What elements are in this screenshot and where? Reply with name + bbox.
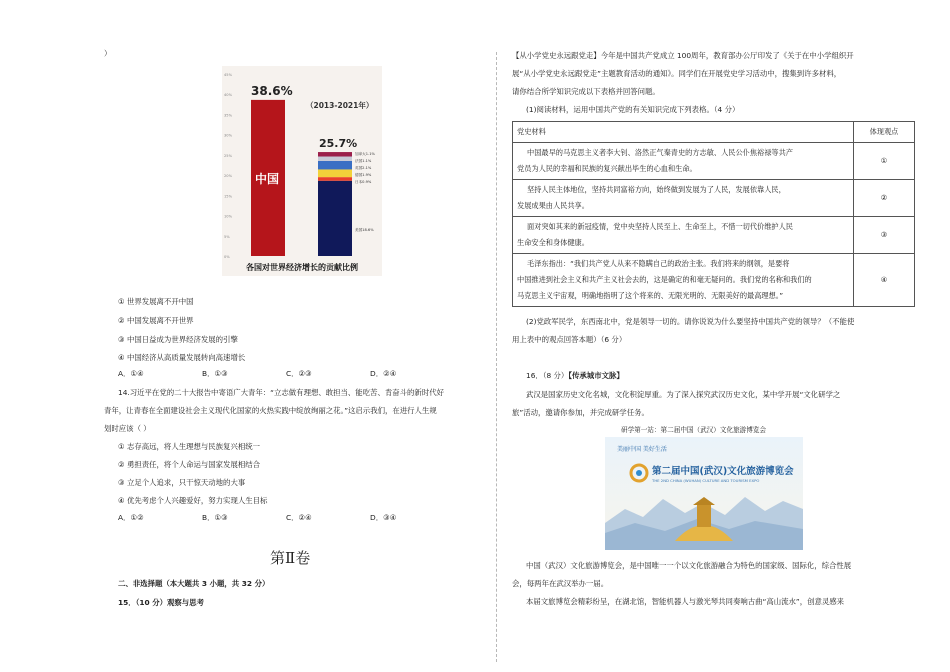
q14-stem-line3: 划时应该（ ） <box>104 424 151 433</box>
row-text: 中国推进到社会主义和共产主义社会去的，这是确定的和毫无疑问的。我们党的名称和我们的 <box>517 275 812 284</box>
q14-options <box>118 512 454 524</box>
bar-category-label: 中国 <box>255 171 280 186</box>
segment-label: 美国18.6% <box>355 227 374 232</box>
yellow-crane-tower-shape <box>697 505 711 527</box>
research-stop-1: 研学第一站：第二届中国（武汉）文化旅游博览会 <box>621 426 767 434</box>
q14-item-2: ② 勇担责任，将个人命运与国家发展相结合 <box>118 460 261 469</box>
y-tick-label: 25% <box>224 153 232 158</box>
paragraph2-line1: 本届文旅博览会精彩纷呈，在湖北馆，智能机器人与激光琴共同奏响古曲“高山流水”，创意灵感来 <box>526 597 845 606</box>
question-fragment: ） <box>104 49 112 58</box>
stack-segment-法国 <box>318 157 352 161</box>
bar-value-label: 25.7% <box>319 137 358 151</box>
expo-slogan: 美丽中国 美好生活 <box>617 446 667 453</box>
q15-heading: 15．（10 分）观察与思考 <box>118 598 204 607</box>
sub-question-1: (1)阅读材料，运用中国共产党的有关知识完成下列表格。（4 分） <box>526 105 740 114</box>
table-row <box>513 217 915 254</box>
stack-segment-德国 <box>318 169 352 177</box>
answer-cell-4[interactable]: ④ <box>854 254 915 307</box>
answer-cell-1[interactable]: ① <box>854 143 915 180</box>
expo-subtitle: THE 2ND CHINA (WUHAN) CULTURE AND TOURISM EXPO <box>652 478 760 483</box>
table-row <box>513 254 915 307</box>
answer-cell-3[interactable]: ③ <box>854 217 915 254</box>
expo-logo-icon <box>636 470 642 476</box>
intro-line1: 【从小学党史永远跟党走】今年是中国共产党成立 100周年，教育部办公厅印发了《关于在中小学组织开 <box>512 51 854 60</box>
q16-heading <box>526 370 624 382</box>
q16-line1: 武汉是国家历史文化名城，文化积淀厚重。为了深入探究武汉历史文化，某中学开展“文化研学之 <box>526 390 841 399</box>
paragraph1-line1: 中国（武汉）文化旅游博览会，是中国唯一一个以文化旅游融合为特色的国家级、国际化，综合性展 <box>526 561 852 570</box>
party-history-table <box>512 121 915 307</box>
row-text: 中国最早的马克思主义者李大钊、洛然正气秦青史的方志敏、人民公仆焦裕禄等共产 <box>527 148 793 157</box>
stack-segment-英国 <box>318 161 352 169</box>
segment-label: 法国1.1% <box>355 159 372 164</box>
y-tick-label: 45% <box>224 73 232 77</box>
y-tick-label: 30% <box>224 133 232 138</box>
q14-item-1: ① 志存高远，将人生理想与民族复兴相统一 <box>118 442 261 451</box>
chart-title: 各国对世界经济增长的贡献比例 <box>246 263 358 272</box>
stack-segment-美国 <box>318 181 352 256</box>
section-heading: 二、非选择题（本大题共 3 小题，共 32 分） <box>118 579 270 588</box>
q13-options <box>118 368 454 380</box>
segment-label: 英国2.1% <box>355 166 372 171</box>
q13-option-d[interactable]: D．②④ <box>370 369 397 378</box>
header-view: 体现观点 <box>854 122 915 143</box>
q13-item-1: ① 世界发展离不开中国 <box>118 297 194 306</box>
y-tick-label: 15% <box>224 194 232 199</box>
row-text: 生命安全和身体健康。 <box>517 238 589 247</box>
q13-option-a[interactable]: A．①④ <box>118 369 144 378</box>
sub-question-2-line1: (2)党政军民学，东西南北中，党是领导一切的。请你说说为什么要坚持中国共产党的领导？（不能使 <box>526 317 855 326</box>
expo-poster-image <box>605 437 803 550</box>
segment-label: 加拿大1.1% <box>355 152 375 157</box>
table-row <box>513 143 915 180</box>
segment-label: 德国1.9% <box>355 173 372 178</box>
q14-option-a[interactable]: A．①② <box>118 513 144 522</box>
row-text: 马克思主义宇宙观，明确地指明了这个将来的、无限光明的、无限美好的最高理想。” <box>517 291 784 300</box>
row-text: 发展成果由人民共享。 <box>517 201 589 210</box>
stack-segment-日本 <box>318 177 352 181</box>
volume-title: 第Ⅱ卷 <box>270 549 311 567</box>
intro-line2: 展“从小学党史永远跟党走”主题教育活动的通知》。同学们在开展党史学习活动中，搜集到许多材料， <box>512 69 842 78</box>
header-material: 党史材料 <box>513 122 854 143</box>
q14-stem-line2: 青年，让青春在全面建设社会主义现代化国家的火热实践中绽放绚丽之花。”这启示我们，在进行人生规 <box>104 406 437 415</box>
q14-item-3: ③ 立足个人追求，只干惊天动地的大事 <box>118 478 246 487</box>
q13-item-3: ③ 中国日益成为世界经济发展的引擎 <box>118 335 238 344</box>
answer-cell-2[interactable]: ② <box>854 180 915 217</box>
q14-option-b[interactable]: B．①③ <box>202 513 228 522</box>
paragraph1-line2: 会，每两年在武汉举办一届。 <box>512 579 609 588</box>
q14-item-4: ④ 优先考虑个人兴趣爱好，努力实现人生目标 <box>118 496 268 505</box>
row-text: 党员为人民的幸福和民族的复兴献出毕生的心血和生命。 <box>517 164 697 173</box>
q16-line2: 旅”活动，邀请你参加，并完成研学任务。 <box>512 408 649 417</box>
y-tick-label: 5% <box>224 234 230 239</box>
q14-stem-line1: 14.习近平在党的二十大报告中寄语广大青年：“立志做有理想、敢担当、能吃苦、肯奋斗的新时代好 <box>118 388 444 397</box>
y-tick-label: 0% <box>224 255 230 259</box>
expo-title: 第二届中国(武汉)文化旅游博览会 <box>652 466 794 477</box>
row-text: 坚持人民主体地位，坚持共同富裕方向，始终做到发展为了人民，发展依靠人民， <box>527 185 786 194</box>
chart-period-label: （2013-2021年） <box>306 101 374 110</box>
y-tick-label: 10% <box>224 214 232 219</box>
q16-number: 16．（8 分） <box>526 371 569 380</box>
q14-option-c[interactable]: C．②④ <box>286 513 312 522</box>
column-divider <box>496 52 497 662</box>
y-tick-label: 40% <box>224 93 232 98</box>
sub-question-2-line2: 用上表中的观点回答本题）（6 分） <box>512 335 627 344</box>
y-tick-label: 35% <box>224 113 232 118</box>
q13-item-4: ④ 中国经济从高质量发展转向高速增长 <box>118 353 246 362</box>
intro-line3: 请你结合所学知识完成以下表格并回答问题。 <box>512 87 660 96</box>
q14-option-d[interactable]: D．③④ <box>370 513 397 522</box>
segment-label: 日本0.9% <box>355 180 372 185</box>
chart-svg <box>222 66 382 276</box>
stack-segment-加拿大 <box>318 152 352 156</box>
contribution-chart <box>222 66 382 276</box>
y-tick-label: 20% <box>224 174 232 179</box>
q13-item-2: ② 中国发展离不开世界 <box>118 316 194 325</box>
q13-option-b[interactable]: B．①③ <box>202 369 228 378</box>
q16-tag: 【传承城市文脉】 <box>568 371 624 380</box>
expo-poster-art <box>605 437 803 550</box>
q13-option-c[interactable]: C．②③ <box>286 369 312 378</box>
tower-roof-shape <box>693 497 715 505</box>
bar-value-label: 38.6% <box>251 83 293 98</box>
row-text: 毛泽东指出：“我们共产党人从来不隐瞒自己的政治主张。我们将来的纲领，是要将 <box>527 259 790 268</box>
table-header-row <box>513 122 915 143</box>
row-text: 面对突如其来的新冠疫情，党中央坚持人民至上、生命至上，不惜一切代价维护人民 <box>527 222 793 231</box>
table-row <box>513 180 915 217</box>
